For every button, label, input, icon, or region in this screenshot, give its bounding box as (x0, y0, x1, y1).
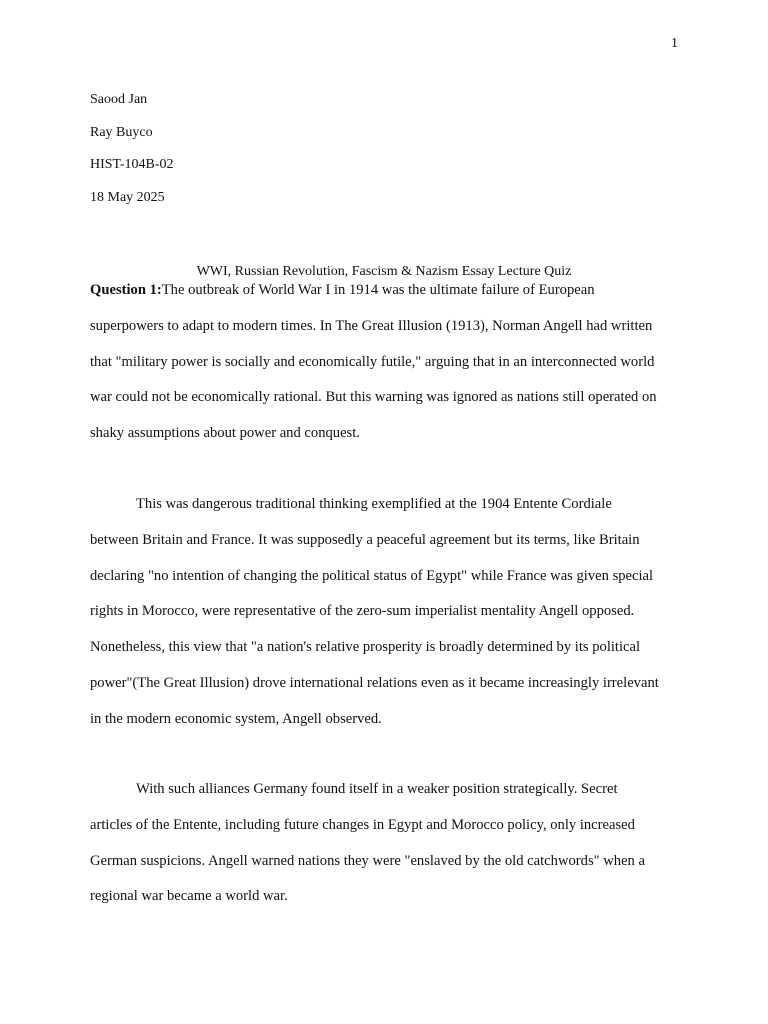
paragraph-line: declaring "no intention of changing the political status of Egypt" while France was given special (90, 567, 654, 584)
page-number: 1 (671, 36, 678, 51)
paragraph-line: This was dangerous traditional thinking exemplified at the 1904 Entente Cordiale (136, 496, 612, 512)
paragraph-line: between Britain and France. It was supposedly a peaceful agreement but its terms, like Britain (90, 531, 640, 548)
paragraph-line (90, 281, 682, 317)
paragraph-line: war could not be economically rational. But this warning was ignored as nations still operated on (90, 389, 657, 406)
paragraph-line: With such alliances Germany found itself in a weaker position strategically. Secret (136, 781, 618, 797)
course-code: HIST-104B-02 (90, 157, 174, 172)
paragraph-line: superpowers to adapt to modern times. In The Great Illusion (1913), Norman Angell had written (90, 317, 653, 334)
paragraph-line: in the modern economic system, Angell observed. (90, 710, 382, 727)
paragraph-3 (90, 780, 682, 923)
paragraph-line: shaky assumptions about power and conquest. (90, 425, 360, 442)
date: 18 May 2025 (90, 189, 165, 205)
paragraph-line: rights in Morocco, were representative of the zero-sum imperialist mentality Angell opposed. (90, 603, 635, 620)
paragraph-1 (90, 281, 682, 460)
paragraph-line: regional war became a world war. (90, 888, 288, 905)
paragraph-line: articles of the Entente, including future changes in Egypt and Morocco policy, only increased (90, 816, 635, 833)
paragraph-line: Nonetheless, this view that "a nation's relative prosperity is broadly determined by its political (90, 639, 641, 656)
author-name: Saood Jan (90, 92, 148, 107)
paragraph-line: that "military power is socially and economically futile," arguing that in an interconnected world (90, 353, 655, 370)
paragraph-line: power"(The Great Illusion) drove international relations even as it became increasingly irrelevant (90, 674, 659, 691)
line-text: The outbreak of World War I in 1914 was the ultimate failure of European (161, 282, 595, 298)
instructor-name: Ray Buyco (90, 124, 153, 140)
question-label: Question 1: (90, 282, 162, 298)
paragraph-2 (90, 495, 682, 746)
paragraph-line: German suspicions. Angell warned nations they were "enslaved by the old catchwords" when a (90, 852, 645, 869)
essay-title: WWI, Russian Revolution, Fascism & Nazism Essay Lecture Quiz (196, 264, 572, 279)
mla-header (90, 92, 174, 222)
